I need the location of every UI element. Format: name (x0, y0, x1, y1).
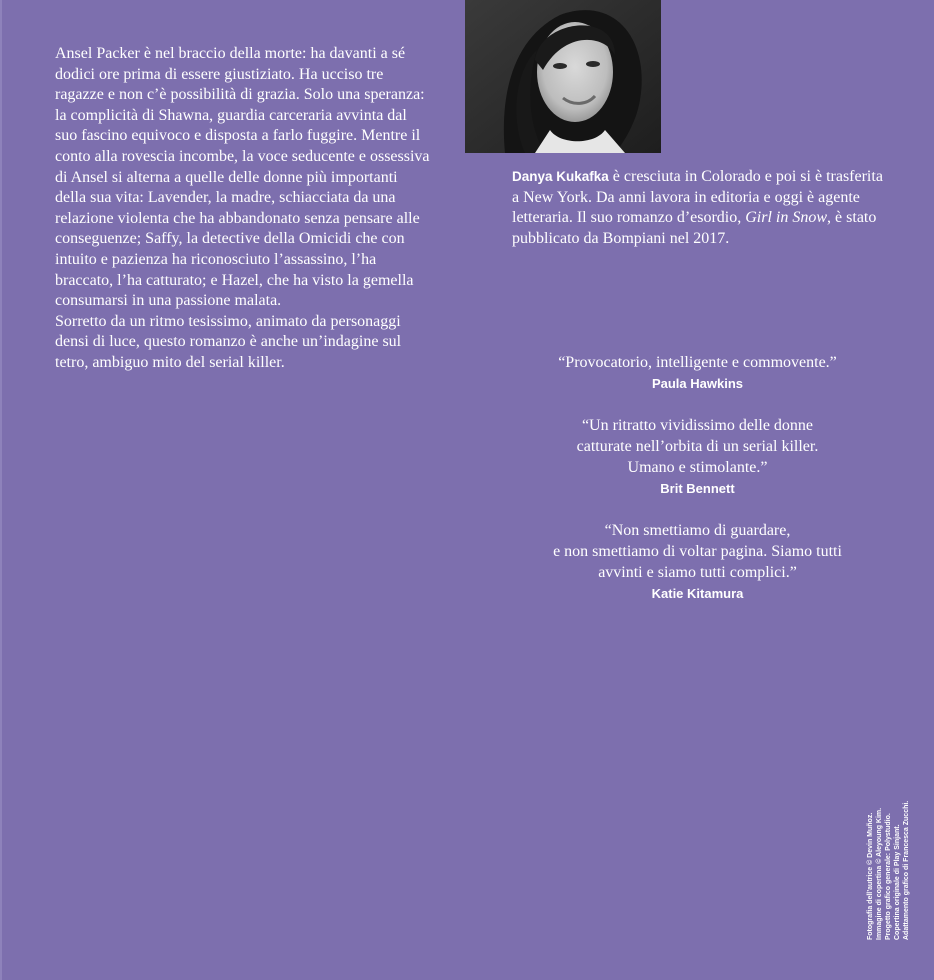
credit-line: Adattamento grafico di Francesca Zucchi. (903, 800, 910, 940)
bio-text-2: , è stato pubblicato da Bompiani nel 2017. (512, 209, 877, 247)
quote-author: Katie Kitamura (651, 586, 744, 601)
quote-line: “Provocatorio, intelligente e commovente.” (558, 354, 837, 371)
credit-line: Progetto grafico generale: Polystudio. (885, 813, 892, 940)
credit-line: Copertina originale di Play Sinjant. (894, 824, 901, 940)
cover-credits (866, 790, 911, 940)
synopsis-paragraph-1: Ansel Packer è nel braccio della morte: ha davanti a sé dodici ore prima di essere giustiziato. Ha ucciso tre ragazze e non c’è possibilità di grazia. Solo una speranza: la complicità di Shawna, guardia carceraria avvinta dal suo fascino equivoco e disposta a farlo fuggire. Mentre il conto alla rovescia incombe, la voce seducente e ossessiva di Ansel si alterna a quelle delle donne più importanti della sua vita: Lavender, la madre, schiacciata da una relazione violenta che ha abbandonato senza pensare alle conseguenze; Saffy, la detective della Omicidi che con intuito e pazienza ha riconosciuto l’assassino, l’ha braccato, l’ha catturato; e Hazel, che ha visto la gemella consumarsi in una passione malata. (55, 45, 430, 310)
quote-block (500, 415, 895, 498)
synopsis (55, 44, 430, 374)
quote-block (500, 520, 895, 603)
author-bio (512, 167, 892, 249)
quote-line: “Un ritratto vividissimo delle donne (581, 417, 814, 434)
quote-line: catturate nell’orbita di un serial killer. (576, 438, 819, 455)
bio-text-1: è cresciuta in Colorado e poi si è trasferita a New York. Da anni lavora in editoria e oggi è agente letteraria. Il suo romanzo d’esordio, (512, 168, 883, 227)
synopsis-paragraph-2: Sorretto da un ritmo tesissimo, animato da personaggi densi di luce, questo romanzo è anche un’indagine sul tetro, ambiguo mito del serial killer. (55, 312, 402, 371)
quote-line: “Non smettiamo di guardare, (604, 522, 791, 539)
author-portrait-image (465, 0, 661, 153)
review-quotes (500, 352, 895, 625)
quote-line: Umano e stimolante.” (627, 459, 768, 476)
quote-line: e non smettiamo di voltar pagina. Siamo tutti (553, 543, 842, 560)
quote-block (500, 352, 895, 393)
credit-line: Fotografia dell’autrice © Devin Muñoz. (867, 812, 874, 940)
book-title: Girl in Snow (745, 209, 828, 227)
quote-author: Brit Bennett (660, 481, 735, 496)
author-name: Danya Kukafka (512, 169, 609, 184)
quote-author: Paula Hawkins (651, 376, 744, 391)
quote-line: avvinti e siamo tutti complici.” (598, 564, 797, 581)
author-photo (465, 0, 661, 153)
page-edge (0, 0, 2, 980)
credit-line: Immagine di copertina © Aleyoung Kim. (876, 807, 883, 940)
